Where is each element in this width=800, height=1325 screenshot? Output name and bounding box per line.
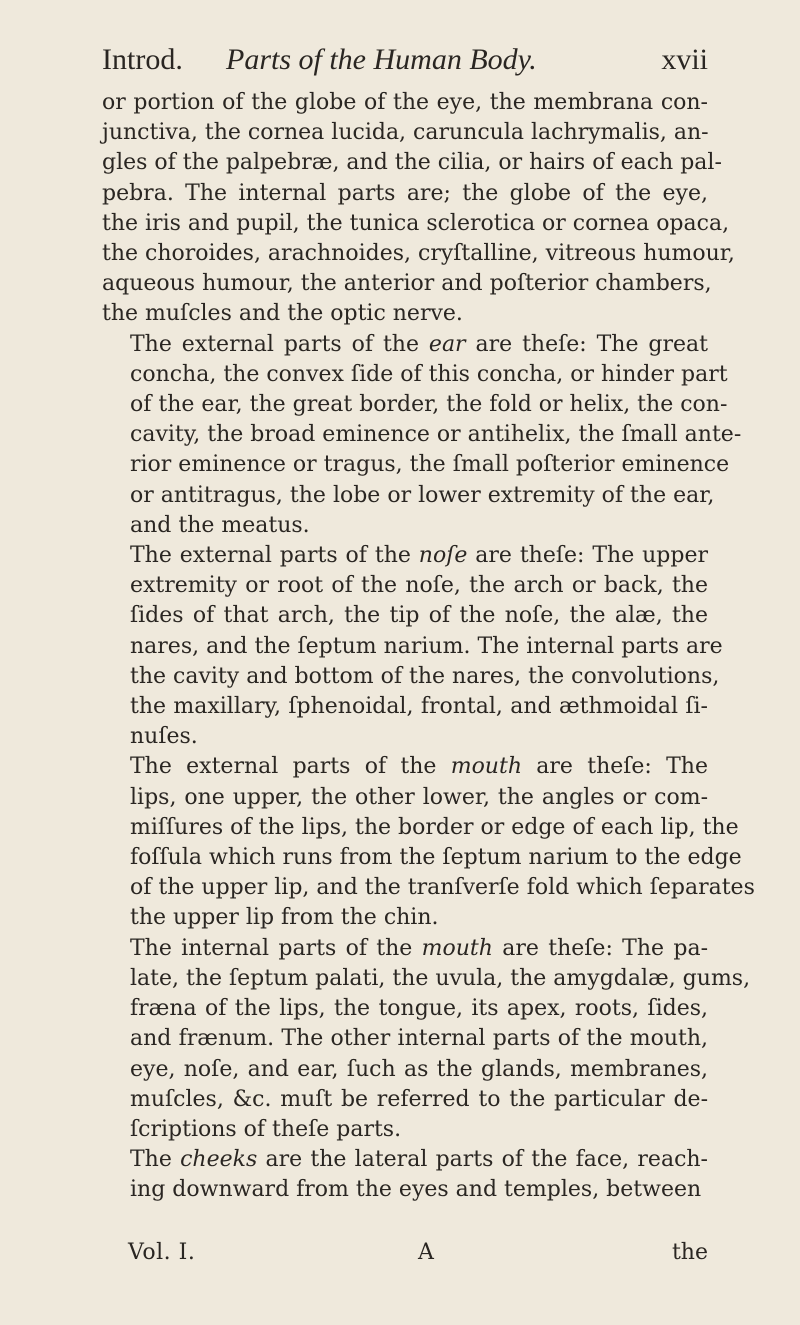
paragraph: [102, 330, 742, 541]
text-line: fræna of the lips, the tongue, its apex, roots, ſides,: [130, 996, 708, 1022]
text-line: nuſes.: [130, 724, 198, 750]
section-label: Introd.: [102, 43, 183, 76]
text-line: nares, and the ſeptum narium. The internal parts are: [130, 633, 723, 659]
text-line: miſſures of the lips, the border or edge of each lip, the: [130, 814, 739, 840]
text-line: the choroides, arachnoides, cryſtalline, vitreous humour,: [102, 241, 735, 267]
text-line: The external parts of the ear are theſe: The great: [130, 331, 709, 357]
paragraph: [102, 934, 751, 1145]
text-line: rior eminence or tragus, the ſmall poſterior eminence: [130, 452, 730, 478]
page-number: xvii: [661, 43, 708, 76]
text-line: cavity, the broad eminence or antihelix, the ſmall ante-: [130, 422, 742, 448]
body-text: [102, 88, 755, 1206]
text-line: and the meatus.: [130, 512, 310, 538]
text-line: the cavity and bottom of the nares, the convolutions,: [130, 663, 720, 689]
text-line: pebra. The internal parts are; the globe of the eye,: [102, 180, 708, 206]
text-line: or portion of the globe of the eye, the membrana con-: [102, 90, 708, 115]
text-line: of the ear, the great border, the fold or helix, the con-: [130, 392, 728, 418]
signature-mark: A: [418, 1240, 434, 1265]
text-line: muſcles, &c. muſt be referred to the particular de-: [130, 1086, 708, 1112]
text-line: ſides of that arch, the tip of the noſe, the alæ, the: [130, 603, 708, 629]
volume-label: Vol. I.: [128, 1240, 196, 1265]
text-line: the upper lip from the chin.: [130, 905, 439, 931]
text-line: late, the ſeptum palati, the uvula, the amygdalæ, gums,: [130, 965, 751, 991]
text-line: of the upper lip, and the tranſverſe fold which ſeparates: [130, 875, 755, 901]
text-line: ing downward from the eyes and temples, between: [130, 1177, 702, 1203]
text-line: gles of the palpebræ, and the cilia, or hairs of each pal-: [102, 150, 722, 176]
text-line: lips, one upper, the other lower, the angles or com-: [130, 784, 708, 810]
text-line: extremity or root of the noſe, the arch or back, the: [130, 573, 708, 599]
text-line: ſcriptions of theſe parts.: [130, 1116, 402, 1142]
paragraph: [102, 1145, 708, 1205]
text-line: foſſula which runs from the ſeptum narium to the edge: [130, 845, 742, 871]
text-line: junctiva, the cornea lucida, caruncula lachrymalis, an-: [102, 120, 709, 146]
text-line: the maxillary, ſphenoidal, frontal, and æthmoidal ſi-: [130, 694, 708, 720]
text-line: the muſcles and the optic nerve.: [102, 301, 463, 327]
text-line: The internal parts of the mouth are theſe: The pa-: [130, 935, 708, 961]
text-line: concha, the convex ſide of this concha, or hinder part: [130, 361, 728, 387]
running-title: Parts of the Human Body.: [226, 43, 537, 76]
paragraph: [102, 752, 755, 933]
text-line: The external parts of the mouth are theſe: The: [130, 754, 708, 780]
text-line: The external parts of the noſe are theſe: The upper: [130, 543, 708, 569]
text-line: eye, noſe, and ear, ſuch as the glands, membranes,: [130, 1056, 708, 1082]
catchword: the: [671, 1240, 708, 1265]
text-line: The cheeks are the lateral parts of the face, reach-: [130, 1147, 708, 1173]
text-line: or antitragus, the lobe or lower extremity of the ear,: [130, 482, 715, 508]
text-line: aqueous humour, the anterior and poſterior chambers,: [102, 271, 712, 297]
paragraph: [102, 541, 723, 752]
text-line: the iris and pupil, the tunica sclerotica or cornea opaca,: [102, 210, 730, 236]
text-line: and frænum. The other internal parts of the mouth,: [130, 1026, 708, 1052]
paragraph: [102, 88, 735, 330]
